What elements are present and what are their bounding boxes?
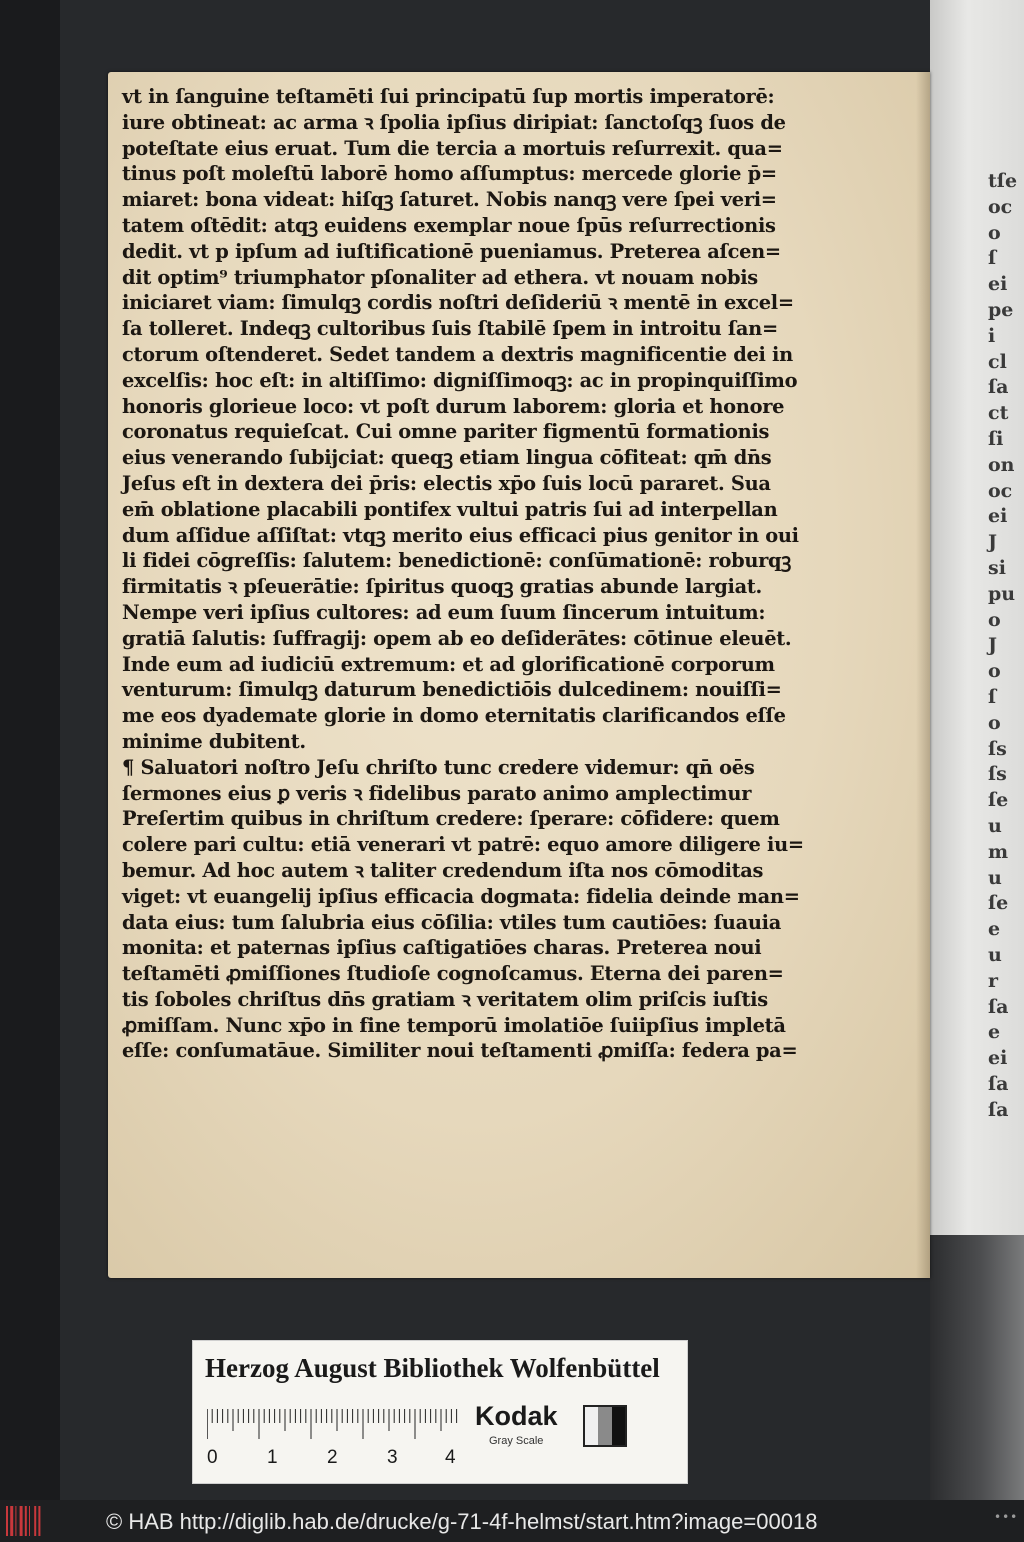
scale-label-2: 2 [327, 1447, 338, 1468]
barcode-bar [34, 1506, 36, 1536]
text-line: dedit. vt p ipſum ad iuſtificationē pueniamus. Preterea aſcen= [122, 239, 781, 263]
adjacent-text-fragment: tſe [988, 170, 1018, 192]
scale-label-1: 1 [267, 1447, 278, 1468]
text-line: poteſtate eius eruat. Tum die tercia a mortuis reſurrexit. qua= [122, 136, 783, 160]
text-line: venturum: ſimulqꝫ daturum benedictiōis dulcedinem: nouiſſi= [122, 678, 782, 702]
library-name: Herzog August Bibliothek Wolfenbüttel [205, 1353, 660, 1383]
adjacent-text-fragment: ſi [988, 428, 1004, 450]
adjacent-text-fragment: ei [988, 273, 1008, 296]
target-card [192, 1340, 688, 1484]
adjacent-text-fragment: m [988, 840, 1009, 863]
adjacent-text-fragment: r [988, 969, 999, 992]
adjacent-text-fragment: ſ [988, 686, 997, 708]
adjacent-text-fragment: ſa [988, 376, 1009, 399]
text-line: vt in ſanguine teſtamēti ſui principatū ſup mortis imperatorē: [122, 85, 775, 108]
adjacent-text-fragment: ct [988, 402, 1009, 425]
barcode-bar [20, 1506, 23, 1536]
adjacent-text-fragment: e [988, 1021, 1001, 1044]
adjacent-text-fragment: u [988, 866, 1002, 889]
text-line: excelſis: hoc eſt: in altiſſimo: digniſſimoqꝫ: ac in propinquiſſimo [122, 368, 798, 392]
adjacent-text-fragment: J [988, 531, 997, 554]
kodak-logo-text: Kodak [475, 1401, 558, 1431]
gray-scale-label: Gray Scale [489, 1435, 544, 1447]
scale-label-4: 4 [445, 1447, 456, 1468]
adjacent-text-fragment: cl [988, 350, 1007, 373]
adjacent-text-fragment: ſa [988, 1073, 1009, 1095]
scale-label-3: 3 [387, 1447, 398, 1468]
text-line: bemur. Ad hoc autem ꝛ taliter credendum iſta nos cōmoditas [122, 858, 764, 882]
text-line: monita: et paternas ipſius caſtigatiōes charas. Preterea noui [122, 936, 762, 960]
text-line: dit optim⁹ triumphator pſonaliter ad ethera. vt nouam nobis [122, 265, 758, 289]
adjacent-text-fragment: oc [988, 479, 1013, 502]
adjacent-text-fragment: e [988, 918, 1001, 941]
text-line: gratiā ſalutis: ſuffragij: opem ab eo deſiderātes: cōtinue eleuēt. [122, 626, 792, 650]
adjacent-text-fragment: oc [988, 195, 1013, 218]
adjacent-text-fragment: ſs [988, 763, 1007, 786]
adjacent-text-fragment: ſa [988, 995, 1009, 1018]
text-line: colere pari cultu: etiā venerari vt patrē: equo amore diligere iu= [122, 833, 804, 857]
adjacent-text-fragment: ſe [988, 789, 1009, 812]
gray-patch-step [612, 1407, 625, 1445]
text-line: dum aſſidue aſſiſtat: vtqꝫ merito eius efficaci pius genitor in oui [122, 523, 799, 547]
text-line: em̄ oblatione placabili pontifex vultui patris ſui ad interpellan [122, 497, 778, 521]
barcode-bar [25, 1506, 27, 1536]
ruler-scale [207, 1407, 467, 1447]
text-line: coronatus requieſcat. Cui omne pariter figmentū formationis [122, 420, 770, 444]
adjacent-text-fragment: J [988, 634, 997, 657]
text-line: iure obtineat: ac arma ꝛ ſpolia ipſius diripiat: ſanctoſqꝫ ſuos de [122, 110, 786, 134]
adjacent-text-fragment: ei [988, 505, 1008, 528]
text-line: li fidei cōgreſſis: ſalutem: benedictionē: conſūmationē: roburqꝫ [122, 549, 791, 573]
barcode-bar [6, 1506, 8, 1536]
adjacent-text-fragment: ei [988, 1047, 1008, 1070]
adjacent-text-fragment: o [988, 608, 1001, 631]
more-options-icon[interactable]: ••• [994, 1510, 1019, 1524]
adjacent-text-fragment: u [988, 815, 1002, 837]
adjacent-text-fragment: o [988, 660, 1001, 683]
text-line: miaret: bona videat: hiſqꝫ ſaturet. Nobis nanqꝫ vere ſpei veri= [122, 188, 777, 212]
adjacent-text-fragment: on [988, 453, 1015, 476]
text-line: honoris glorieue loco: vt poſt durum laborem: gloria et honore [122, 394, 785, 418]
text-line: Preſertim quibus in chriſtum credere: ſperare: cōfidere: quem [122, 807, 780, 831]
text-line: firmitatis ꝛ pſeuerātie: ſpiritus quoqꝫ gratias abunde largiat. [122, 575, 762, 599]
text-line: eius venerando ſubijciat: queqꝫ etiam lingua cōfiteat: qm̄ dn̄s [122, 446, 772, 470]
adjacent-text-fragment: u [988, 944, 1002, 966]
text-line: teſtamēti ꝓmiſſiones ſtudioſe cognoſcamus. Eterna dei paren= [122, 962, 784, 986]
text-line: viget: vt euangelij ipſius efficacia dogmata: fidelia deinde man= [122, 884, 800, 908]
adjacent-page [930, 0, 1024, 1500]
text-line: ſa tolleret. Indeqꝫ cultoribus ſuis ſtabilē ſpem in introitu ſan= [122, 317, 778, 341]
text-line: tis ſoboles chriſtus dn̄s gratiam ꝛ veritatem olim priſcis iuſtis [122, 987, 768, 1011]
text-line: ꝓmiſſam. Nunc xp̄o in fine temporū imolatiōe ſuiipſius impletā [122, 1013, 786, 1037]
text-line: ¶ Saluatori noſtro Jeſu chriſto tunc credere videmur: qn̄ oēs [122, 755, 755, 779]
dark-mount-board [0, 0, 60, 1500]
adjacent-text-fragment: o [988, 711, 1001, 734]
text-line: minime dubitent. [122, 729, 306, 753]
barcode-bar [10, 1506, 13, 1536]
adjacent-text-fragment: pe [988, 299, 1014, 321]
scale-label-0: 0 [207, 1447, 218, 1468]
hab-barcode-icon [6, 1506, 46, 1536]
text-line: data eius: tum ſalubria eius cōſilia: vtiles tum cautiōes: ſuauia [122, 910, 781, 934]
text-line: eſſe: conſumatāue. Similiter noui teſtamenti ꝓmiſſa: federa pa= [122, 1039, 798, 1063]
adjacent-text-fragment: i [988, 324, 996, 347]
page-text-block [122, 84, 804, 1064]
adjacent-text-fragment: ſs [988, 737, 1007, 760]
adjacent-text-fragment: pu [988, 582, 1016, 605]
adjacent-text-fragment: ſa [988, 1098, 1009, 1121]
text-line: Jeſus eſt in dextera dei p̄ris: electis xp̄o ſuis locū pararet. Sua [122, 471, 771, 495]
barcode-bar [38, 1506, 40, 1536]
adjacent-text-fragment: ſe [988, 892, 1009, 915]
text-line: ctorum oſtenderet. Sedet tandem a dextris magnificentie dei in [122, 342, 793, 366]
adjacent-text-fragment: o [988, 221, 1001, 244]
barcode-bar [29, 1506, 30, 1536]
text-line: Nempe veri ipſius cultores: ad eum ſuum ſincerum intuitum: [122, 600, 766, 624]
gray-scale-patch [583, 1405, 627, 1447]
gray-patch-step [598, 1407, 611, 1445]
text-line: tinus poſt moleſtū laborē homo aſſumptus: mercede glorie p̄= [122, 162, 777, 186]
gray-patch-step [585, 1407, 598, 1445]
text-line: Inde eum ad iudiciū extremum: et ad glorificationē corporum [122, 652, 775, 676]
adjacent-text-fragment: si [988, 557, 1006, 579]
text-line: iniciaret viam: ſimulqꝫ cordis noſtri deſideriū ꝛ mentē in excel= [122, 291, 794, 315]
adjacent-page-shadow [930, 1235, 1024, 1500]
text-line: ſermones eius ꝑ veris ꝛ fidelibus parato animo amplectimur [122, 781, 752, 805]
adjacent-text-fragment: ſ [988, 247, 997, 270]
barcode-bar [15, 1506, 16, 1536]
text-line: me eos dyademate glorie in domo eternitatis clarificandos eſſe [122, 704, 786, 728]
text-line: tatem oſtēdit: atqꝫ euidens exemplar noue ſpūs reſurrectionis [122, 213, 776, 237]
copyright-url[interactable]: © HAB http://diglib.hab.de/drucke/g-71-4f-helmst/start.htm?image=00018 [106, 1509, 818, 1534]
